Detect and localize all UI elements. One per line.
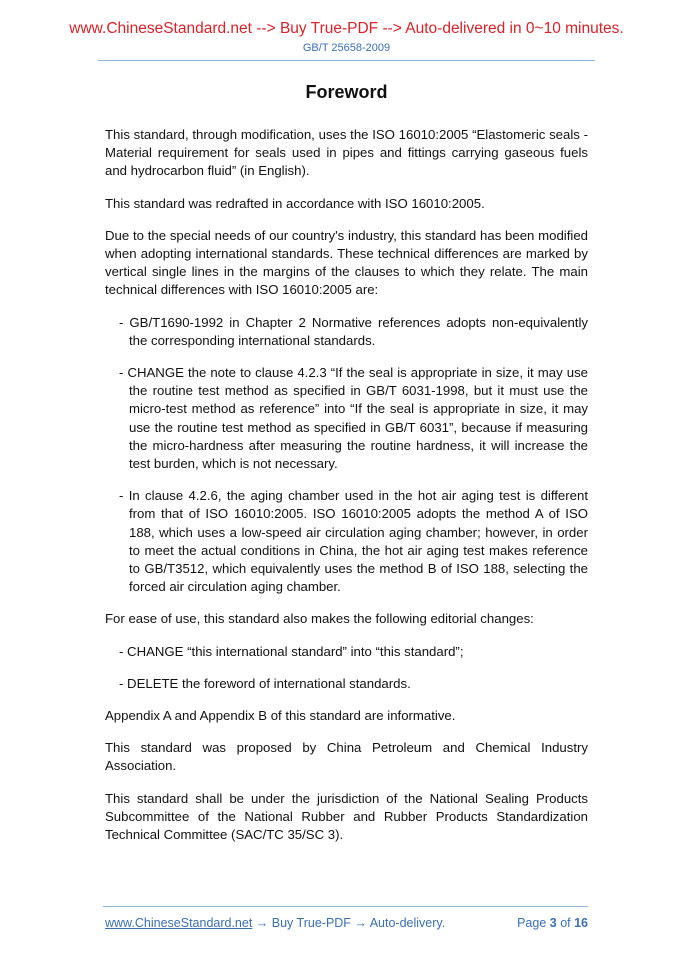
footer-promo-text: → Buy True-PDF → Auto-delivery. xyxy=(252,916,446,930)
paragraph: Appendix A and Appendix B of this standard are informative. xyxy=(105,708,456,724)
paragraph: This standard was proposed by China Petroleum and Chemical Industry Association. xyxy=(105,740,588,774)
page-title: Foreword xyxy=(305,82,388,102)
paragraph: This standard shall be under the jurisdiction of the National Sealing Products Subcommittee of the National Rubber and Rubber Products Standardization Technical Committee (SAC/TC 35/SC 3). xyxy=(105,790,588,843)
page-label: Page xyxy=(517,916,550,930)
paragraph: This standard was redrafted in accordance with ISO 16010:2005. xyxy=(105,195,485,211)
footer-link[interactable]: www.ChineseStandard.net xyxy=(105,916,253,930)
list-item: - CHANGE “this international standard” into “this standard”; xyxy=(119,643,464,659)
footer-divider xyxy=(103,906,588,907)
list-item: - DELETE the foreword of international standards. xyxy=(119,675,411,691)
paragraph: For ease of use, this standard also makes the following editorial changes: xyxy=(105,611,534,627)
of-label: of xyxy=(556,916,575,930)
total-pages: 16 xyxy=(574,916,588,930)
footer-promo xyxy=(105,916,445,930)
footer xyxy=(105,916,588,930)
promo-banner[interactable]: www.ChineseStandard.net --> Buy True-PDF --> Auto-delivered in 0~10 minutes. xyxy=(69,20,624,37)
current-page: 3 xyxy=(549,916,557,930)
paragraph: This standard, through modification, uses the ISO 16010:2005 “Elastomeric seals - Material requirement for seals used in pipes and fittings carrying gaseous fuels and hydrocarbon fluid” (in English). xyxy=(105,127,588,179)
paragraph: Due to the special needs of our country's industry, this standard has been modified when adopting international standards. These technical differences are marked by vertical single lines in the margins of the clauses to which they relate. The main technical differences with ISO 16010:2005 are: xyxy=(105,227,588,298)
page-number xyxy=(517,916,588,930)
list-item: - In clause 4.2.6, the aging chamber used in the hot air aging test is different from that of ISO 16010:2005. ISO 16010:2005 adopts the method A of ISO 188, which uses a low-speed air circulation aging chamber; however, in order to meet the actual conditions in China, the hot air aging test makes reference to GB/T3512, which equivalently uses the method B of ISO 188, selecting the forced air circulation aging chamber. xyxy=(119,488,588,595)
list-item: - CHANGE the note to clause 4.2.3 “If the seal is appropriate in size, it may use the routine test method as specified in GB/T 6031-1998, but it must use the micro-test method as reference” into “If the seal is appropriate in size, it may use the routine test method as specified in GB/T 6031”, because if measuring the micro-hardness after measuring the routine hardness, it will increase the test burden, which is not necessary. xyxy=(119,365,588,472)
foreword-body xyxy=(105,126,588,858)
header-divider xyxy=(98,60,595,61)
list-item: - GB/T1690-1992 in Chapter 2 Normative references adopts non-equivalently the corresponding international standards. xyxy=(119,314,588,348)
document-id: GB/T 25658-2009 xyxy=(302,42,391,54)
